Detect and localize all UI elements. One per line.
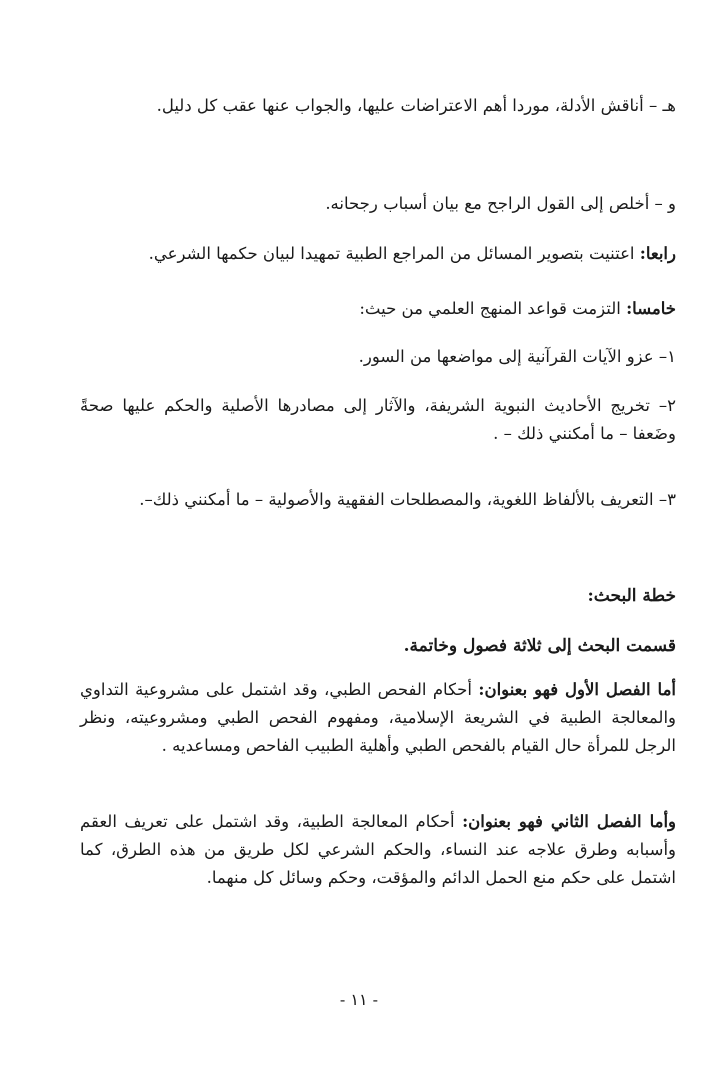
- method-item-waw-text: و – أخلص إلى القول الراجح مع بيان أسباب رجحانه.: [325, 194, 676, 213]
- list-item-3-text: ٣– التعريف بالألفاظ اللغوية، والمصطلحات الفقهية والأصولية – ما أمكنني ذلك–.: [139, 490, 676, 509]
- chapter-one-label: أما الفصل الأول فهو بعنوان:: [478, 680, 676, 699]
- plan-intro-text: قسمت البحث إلى ثلاثة فصول وخاتمة.: [403, 636, 676, 656]
- paragraph-fifth: [80, 295, 676, 323]
- chapter-one-paragraph: [80, 676, 676, 760]
- fifth-text: التزمت قواعد المنهج العلمي من حيث:: [359, 299, 627, 318]
- chapter-two-label: وأما الفصل الثاني فهو بعنوان:: [462, 812, 676, 831]
- method-item-he: [80, 92, 676, 120]
- paragraph-fourth: [80, 240, 676, 268]
- method-item-he-text: هـ – أناقش الأدلة، موردا أهم الاعتراضات عليها، والجواب عنها عقب كل دليل.: [156, 96, 676, 115]
- fourth-label: رابعا:: [639, 244, 676, 263]
- chapter-one-text: أحكام الفحص الطبي، وقد اشتمل على مشروعية التداوي والمعالجة الطبية في الشريعة الإسلامية، ومفهوم الفحص الطبي ومشروعيته، ونظر الرجل للمرأة حال القيام بالفحص الطبي وأهلية الطبيب الفاحص ومساعديه .: [80, 680, 676, 755]
- fifth-label: خامسا:: [626, 299, 676, 318]
- method-item-waw: [80, 190, 676, 218]
- list-item-1-text: ١– عزو الآيات القرآنية إلى مواضعها من السور.: [358, 347, 676, 366]
- plan-title: خطة البحث:: [587, 586, 676, 606]
- page-number: - ١١ -: [339, 990, 379, 1009]
- fourth-text: اعتنيت بتصوير المسائل من المراجع الطبية تمهيدا لبيان حكمها الشرعي.: [148, 244, 640, 263]
- chapter-two-text: أحكام المعالجة الطبية، وقد اشتمل على تعريف العقم وأسبابه وطرق علاجه عند النساء، والحكم الشرعي لكل طريق من هذه الطرق، كما اشتمل على حكم منع الحمل الدائم والمؤقت، وحكم وسائل كل منهما.: [80, 812, 676, 887]
- plan-heading: [80, 582, 676, 610]
- list-item-1: [80, 343, 676, 371]
- list-item-2-text: ٢– تخريج الأحاديث النبوية الشريفة، والآثار إلى مصادرها الأصلية والحكم عليها صحةً وضَعفا – ما أمكنني ذلك – .: [80, 396, 676, 443]
- chapter-two-paragraph: [80, 808, 676, 892]
- list-item-3: [80, 486, 676, 514]
- list-item-2: [80, 392, 676, 448]
- plan-intro: [80, 632, 676, 660]
